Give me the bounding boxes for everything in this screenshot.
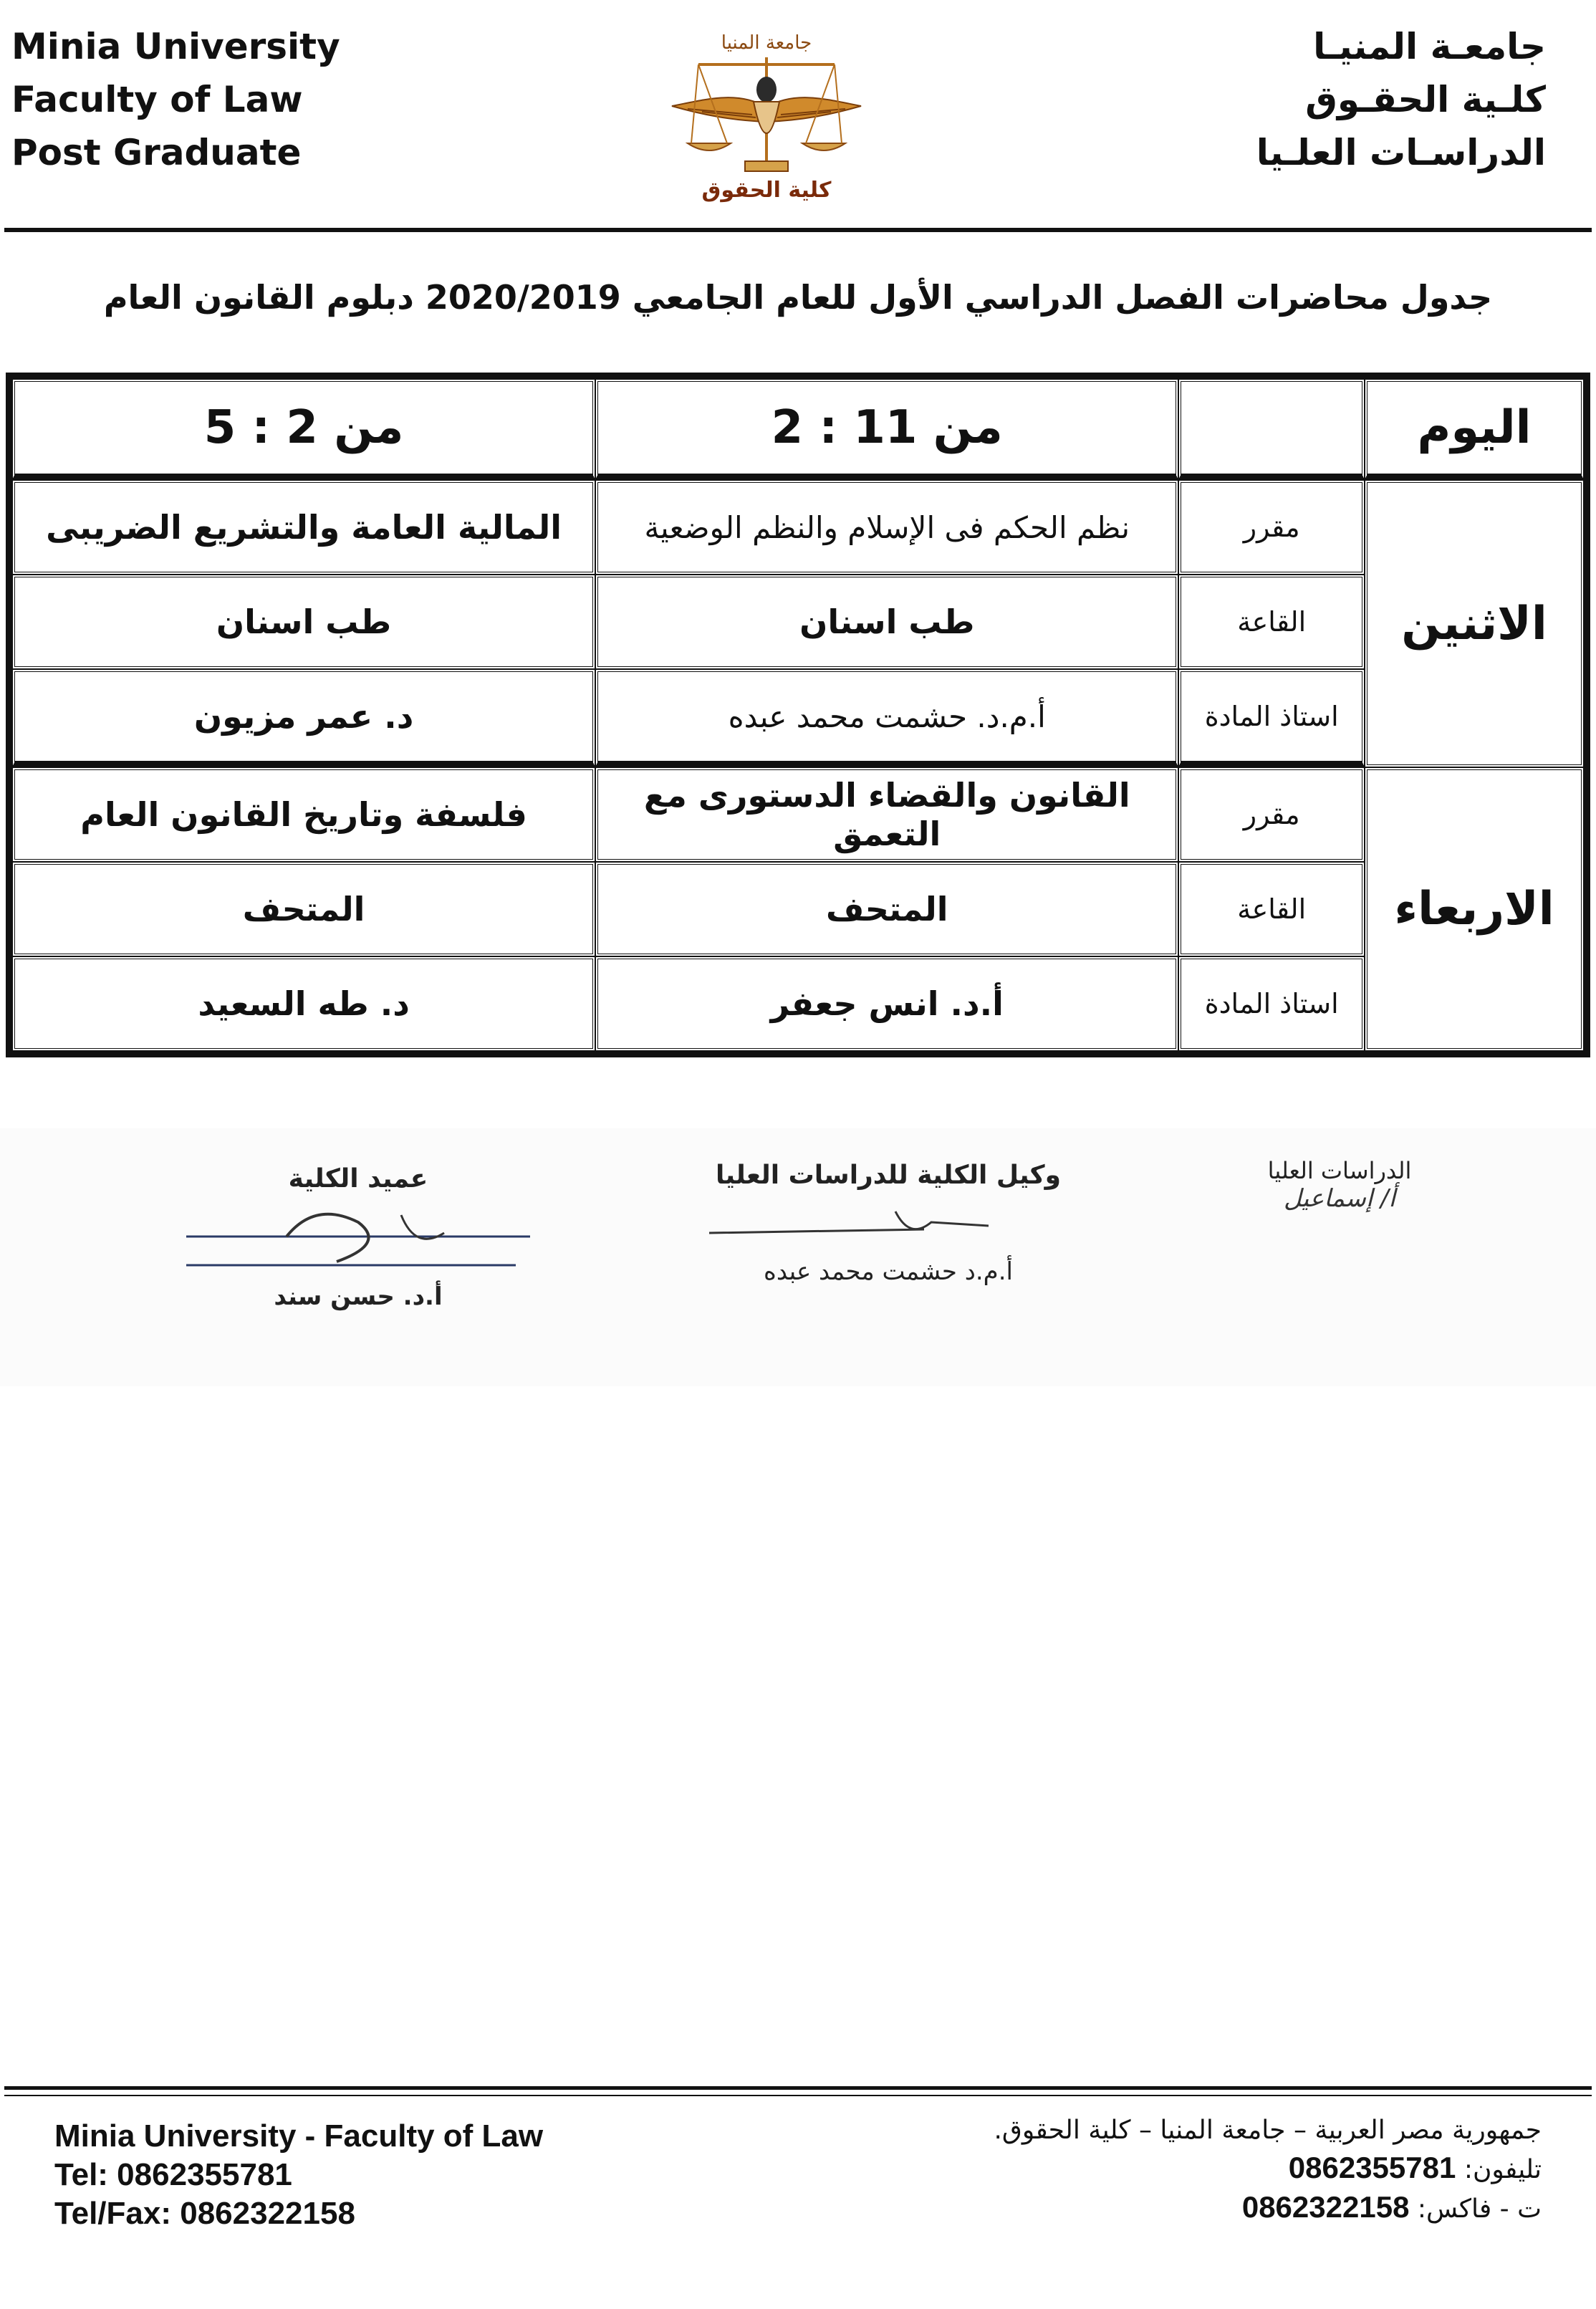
- footer-arabic: [994, 2112, 1542, 2228]
- cell-hall: طب اسنان: [12, 575, 595, 669]
- footer-institution: Minia University - Faculty of Law: [54, 2118, 544, 2154]
- header-arabic-block: [1256, 20, 1546, 179]
- cell-instructor: د. عمر مزيون: [12, 669, 595, 767]
- footer-divider: [4, 2086, 1592, 2090]
- footer-fax-line: [994, 2189, 1542, 2228]
- table-row: [12, 669, 1584, 767]
- header-label-empty: [1178, 379, 1365, 480]
- logo-bottom-text: كلية الحقوق: [701, 178, 832, 203]
- header-english-block: [11, 20, 340, 179]
- footer-phone-line: [994, 2149, 1542, 2189]
- table-row: [12, 575, 1584, 669]
- schedule-title: جدول محاضرات الفصل الدراسي الأول للعام الجامعي 2020/2019 دبلوم القانون العام: [103, 278, 1493, 317]
- footer-fax-number: 0862322158: [1241, 2190, 1410, 2224]
- footer-address-ar: جمهورية مصر العربية – جامعة المنيا – كلية الحقوق.: [994, 2116, 1542, 2145]
- signatures-area: [0, 1128, 1596, 1386]
- footer-phone-label: تليفون:: [1463, 2155, 1542, 2184]
- signature-vice-dean-stroke: [688, 1190, 1089, 1254]
- header-day: اليوم: [1365, 379, 1584, 480]
- header-slot-2: من 2 : 5: [12, 379, 595, 480]
- signature-dean: [172, 1164, 544, 1311]
- faculty-name-en: Faculty of Law: [11, 79, 303, 120]
- footer-tel: Tel: 0862355781: [54, 2157, 292, 2192]
- signature-vice-dean: [688, 1161, 1089, 1286]
- cell-instructor: أ.م.د. حشمت محمد عبده: [595, 669, 1178, 767]
- cell-hall: طب اسنان: [595, 575, 1178, 669]
- signature-dean-stroke: [172, 1194, 544, 1280]
- header-divider: [4, 228, 1592, 232]
- row-label-hall: القاعة: [1178, 862, 1365, 956]
- faculty-logo: [659, 21, 874, 208]
- footer-divider-thin: [4, 2095, 1592, 2096]
- university-name-en: Minia University: [11, 26, 340, 67]
- row-label-course: مقرر: [1178, 767, 1365, 862]
- cell-course: المالية العامة والتشريع الضريبى: [12, 480, 595, 575]
- cell-course: القانون والقضاء الدستورى مع التعمق: [595, 767, 1178, 862]
- university-name-ar: جامعـة المنيـا: [1313, 26, 1546, 67]
- signature-vice-dean-title: وكيل الكلية للدراسات العليا: [715, 1161, 1061, 1190]
- table-row: [12, 956, 1584, 1051]
- table-row: [12, 862, 1584, 956]
- table-header-row: [12, 379, 1584, 480]
- row-label-instructor: استاذ المادة: [1178, 956, 1365, 1051]
- row-label-instructor: استاذ المادة: [1178, 669, 1365, 767]
- table-row: [12, 480, 1584, 575]
- department-name-en: Post Graduate: [11, 132, 302, 173]
- cell-hall: المتحف: [595, 862, 1178, 956]
- signature-dean-title: عميد الكلية: [288, 1164, 428, 1194]
- signature-vice-dean-name: أ.م.د حشمت محمد عبده: [764, 1257, 1013, 1286]
- footer-fax-label: ت - فاكس:: [1417, 2194, 1542, 2224]
- signature-dean-name: أ.د. حسن سند: [274, 1282, 443, 1311]
- faculty-name-ar: كلـية الحقـوق: [1305, 79, 1546, 120]
- signature-postgrad-title: الدراسات العليا: [1267, 1157, 1412, 1184]
- row-label-hall: القاعة: [1178, 575, 1365, 669]
- footer-english: [54, 2117, 543, 2233]
- table-row: [12, 767, 1584, 862]
- cell-instructor: أ.د. انس جعفر: [595, 956, 1178, 1051]
- schedule-table: [6, 373, 1590, 1057]
- day-wednesday: الاربعاء: [1365, 767, 1584, 1051]
- cell-course: نظم الحكم فى الإسلام والنظم الوضعية: [595, 480, 1178, 575]
- signature-postgrad-name: أ/ إسماعيل: [1284, 1184, 1395, 1213]
- signature-postgrad: [1218, 1157, 1461, 1213]
- row-label-course: مقرر: [1178, 480, 1365, 575]
- cell-course: فلسفة وتاريخ القانون العام: [12, 767, 595, 862]
- day-monday: الاثنين: [1365, 480, 1584, 767]
- cell-instructor: د. طه السعيد: [12, 956, 595, 1051]
- header-slot-1: من 11 : 2: [595, 379, 1178, 480]
- cell-hall: المتحف: [12, 862, 595, 956]
- footer-telfax: Tel/Fax: 0862322158: [54, 2196, 355, 2231]
- logo-top-text: جامعة المنيا: [721, 32, 812, 54]
- footer-phone-number: 0862355781: [1288, 2151, 1456, 2184]
- department-name-ar: الدراسـات العلـيا: [1256, 132, 1546, 173]
